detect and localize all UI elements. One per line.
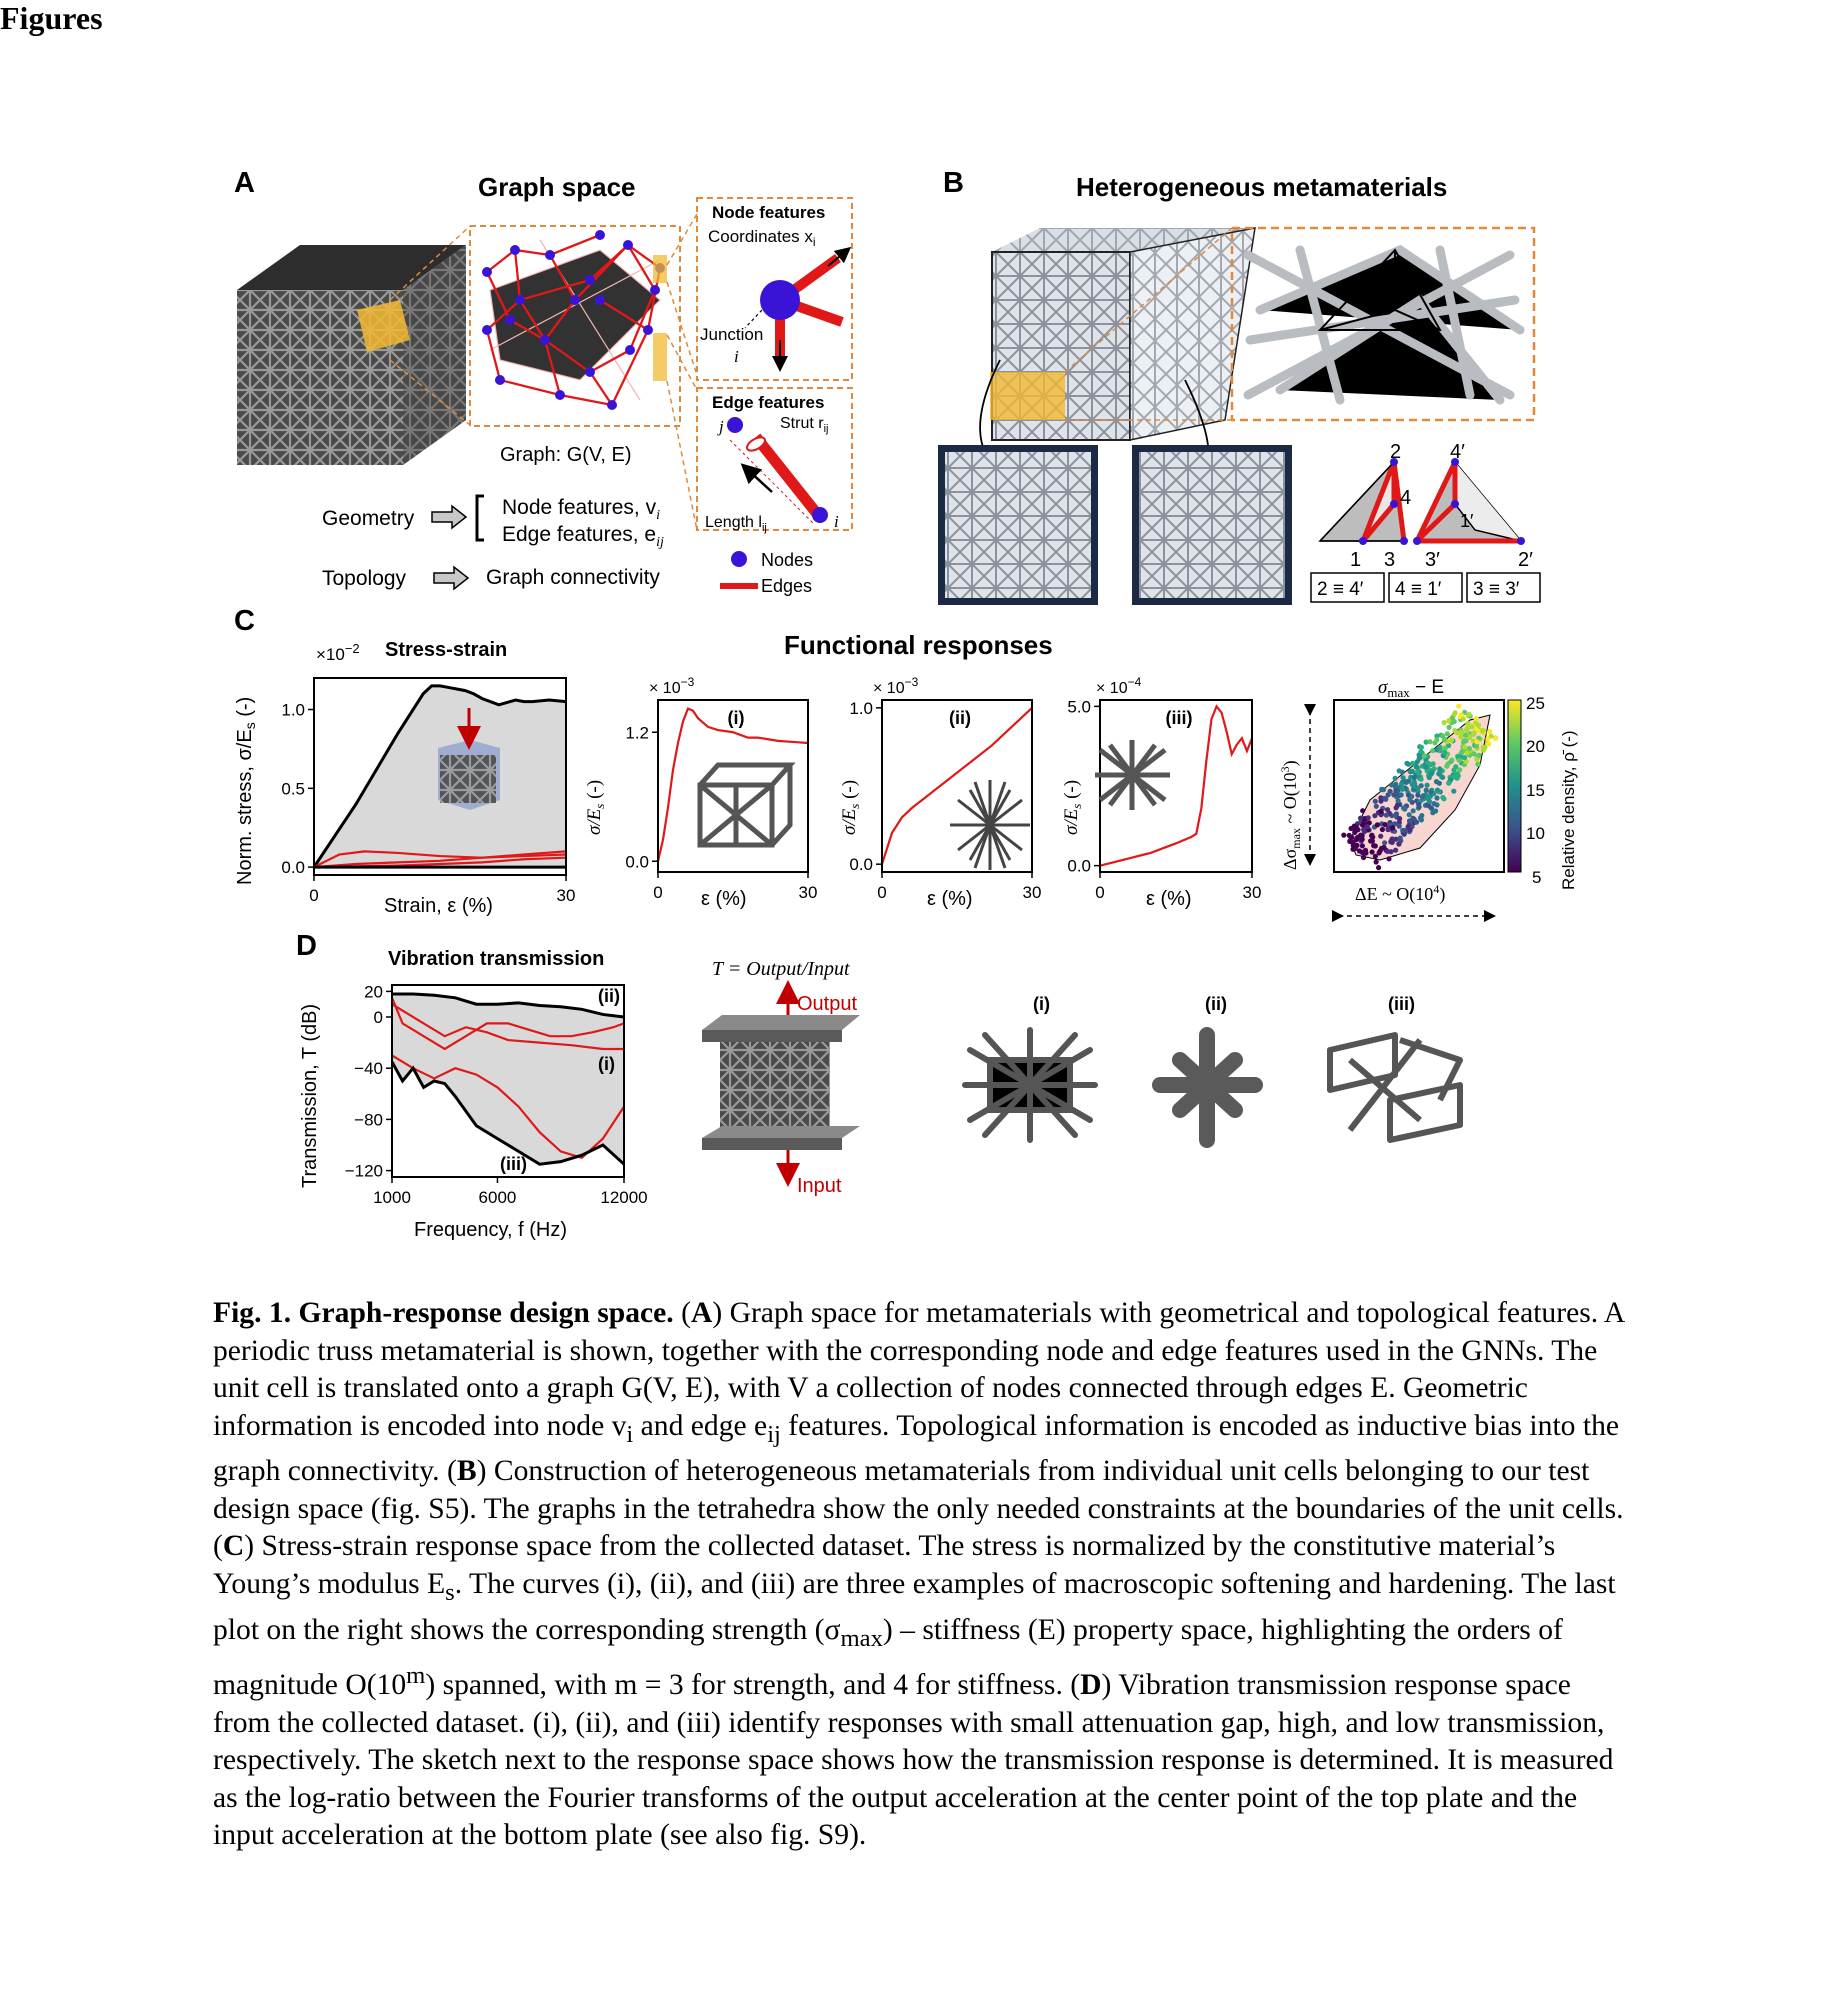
cbar-tick-20: 20 bbox=[1526, 737, 1545, 756]
vibration-chart bbox=[345, 982, 648, 1207]
scatter-point bbox=[1381, 787, 1386, 792]
scatter-point bbox=[1366, 815, 1371, 820]
scatter-point bbox=[1368, 838, 1373, 843]
scatter-point bbox=[1393, 782, 1398, 787]
scatter-point bbox=[1404, 780, 1409, 785]
scatter-point bbox=[1442, 720, 1447, 725]
scatter-point bbox=[1425, 783, 1430, 788]
x-tick-label: 30 bbox=[1242, 883, 1262, 902]
caption-text-c4: ) spanned, with m = 3 for strength, and 4 for stiffness. bbox=[425, 1668, 1063, 1701]
x-tick-label: 6000 bbox=[478, 1188, 517, 1207]
panel-b-title: Heterogeneous metamaterials bbox=[1076, 172, 1448, 202]
figure-caption: Fig. 1. Graph-response design space. (A) Graph space for metamaterials with geometrical and topological features. A periodic truss metamaterial is shown, together with the corresponding node and edge features used in the GNNs. The unit cell is translated onto a graph G(V, E), with V a collection of nodes connected through edges E. Geometric information is encoded into node $v_i$ and edge $e_{ij}$ features. Topological information is encoded as inductive bias into the graph connectivity. (B) Construction of heterogeneous metamaterials from individual unit cells belonging to our test design space (fig. S5). The graphs in the tetrahedra show the only needed constraints at the boundaries of the unit cells. (C) Stress-strain response space from the collected dataset. The stress is normalized by the constitutive material’s Young’s modulus $E_s$. The curves (i), (ii), and (iii) are three examples of macroscopic softening and hardening. The last plot on the right shows the corresponding strength $(\sigma_{max})$ – stiffness (E) property space, highlighting the orders of magnitude O(10$^m$) spanned, with m = 3 for strength, and 4 for stiffness. (D) Vibration transmission response space from the collected dataset. (i), (ii), and (iii) identify responses with small attenuation gap, high, and low transmission, respectively. The sketch next to the response space shows how the transmission response is determined. It is measured as the log-ratio between the Fourier transforms of the output acceleration at the center point of the top plate and the input acceleration at the bottom plate (see also fig. S9). bbox=[213, 1297, 1624, 1852]
scatter-point bbox=[1431, 801, 1436, 806]
scatter-point bbox=[1384, 813, 1389, 818]
sub1-ylabel: $\sigma/E_s$ (-) bbox=[584, 779, 607, 835]
scatter-point bbox=[1378, 799, 1383, 804]
subplot-title: (iii) bbox=[1165, 708, 1193, 728]
scatter-xlabel: ΔE ~ $O(10^4)$ bbox=[1355, 882, 1446, 904]
structure-i-image bbox=[965, 1030, 1095, 1140]
scatter-point bbox=[1440, 775, 1445, 780]
cbar-tick-15: 15 bbox=[1526, 781, 1545, 800]
tet-label-3p: 3′ bbox=[1425, 549, 1440, 571]
scatter-point bbox=[1410, 761, 1415, 766]
scatter-point bbox=[1369, 833, 1374, 838]
vib-label-ii: (ii) bbox=[598, 986, 620, 1006]
input-label: Input bbox=[797, 1175, 842, 1197]
panel-c-title: Functional responses bbox=[784, 630, 1053, 660]
scatter-point bbox=[1390, 836, 1395, 841]
scatter-point bbox=[1459, 712, 1464, 717]
sub3-xlabel: ε (%) bbox=[1146, 888, 1192, 910]
scatter-point bbox=[1469, 724, 1474, 729]
caption-sub3: s bbox=[445, 1578, 455, 1606]
panel-c-letter: C bbox=[234, 605, 255, 637]
scatter-point bbox=[1363, 848, 1368, 853]
cbar-tick-5: 5 bbox=[1532, 868, 1542, 887]
heterogeneous-cube-image bbox=[990, 228, 1255, 440]
y-tick-label: −40 bbox=[354, 1059, 383, 1079]
scatter-point bbox=[1362, 829, 1367, 834]
caption-title: Graph-response design space. bbox=[298, 1297, 674, 1329]
topology-arrow bbox=[434, 567, 468, 589]
scatter-point bbox=[1465, 726, 1470, 731]
y-tick-label: 1.2 bbox=[625, 723, 649, 743]
x-tick-label: 0 bbox=[877, 883, 887, 902]
topology-label: Topology bbox=[322, 567, 407, 590]
scatter-point bbox=[1402, 807, 1407, 812]
sub2-xlabel: ε (%) bbox=[927, 888, 973, 910]
scatter-title: $\sigma_{max} - E$ bbox=[1378, 677, 1445, 700]
scatter-point bbox=[1423, 764, 1428, 769]
vib-xlabel: Frequency, f (Hz) bbox=[414, 1219, 567, 1241]
scatter-point bbox=[1449, 758, 1454, 763]
caption-text-c2: . The curves (i), (ii), and (iii) are three examples of macroscopic softening and hardening. The last plot on the right shows the corresponding strength (σ bbox=[213, 1568, 1616, 1646]
scatter-point bbox=[1393, 848, 1398, 853]
node-i: i bbox=[834, 512, 839, 531]
scatter-point bbox=[1442, 750, 1447, 755]
scatter-point bbox=[1456, 704, 1461, 709]
x-tick-label: 1000 bbox=[373, 1188, 411, 1207]
edge-box-title: Edge features bbox=[712, 393, 825, 412]
scatter-point bbox=[1456, 773, 1461, 778]
scatter-point bbox=[1350, 847, 1355, 852]
sub1-scale: × $10^{-3}$ bbox=[649, 675, 695, 697]
subplot-title: (i) bbox=[727, 708, 745, 728]
edge-features-text: Edge features, $e_{ij}$ bbox=[502, 523, 664, 550]
scatter-point bbox=[1360, 808, 1365, 813]
scatter-point bbox=[1383, 822, 1388, 827]
caption-text-c3: ) – stiffness (E) property space, highlighting the orders of magnitude O(10 bbox=[213, 1613, 1563, 1701]
node-coords-label: Coordinates $x_i$ bbox=[708, 227, 816, 249]
scatter-point bbox=[1429, 806, 1434, 811]
sub2-scale: × $10^{-3}$ bbox=[873, 675, 919, 697]
y-tick-label: 0.0 bbox=[1067, 856, 1091, 876]
scatter-point bbox=[1378, 834, 1383, 839]
y-tick-label: 0 bbox=[373, 1008, 383, 1027]
panel-d-letter: D bbox=[296, 930, 317, 962]
scatter-point bbox=[1480, 728, 1485, 733]
tet-label-2p: 2′ bbox=[1518, 549, 1533, 571]
scatter-point bbox=[1486, 741, 1491, 746]
node-box-title: Node features bbox=[712, 203, 826, 222]
scatter-point bbox=[1462, 755, 1467, 760]
struct-label-iii: (iii) bbox=[1388, 994, 1415, 1014]
struct-label-i: (i) bbox=[1033, 994, 1050, 1014]
scatter-point bbox=[1358, 816, 1363, 821]
scatter-point bbox=[1401, 775, 1406, 780]
scatter-point bbox=[1487, 729, 1492, 734]
scatter-point bbox=[1380, 827, 1385, 832]
scatter-point bbox=[1399, 792, 1404, 797]
scatter-point bbox=[1422, 753, 1427, 758]
tetrahedra-constraint-diagram bbox=[1320, 458, 1525, 545]
x-tick-label: 0 bbox=[1095, 883, 1105, 902]
x-tick-label: 30 bbox=[1022, 883, 1042, 902]
scatter-point bbox=[1476, 753, 1481, 758]
y-tick-label: −80 bbox=[354, 1110, 383, 1130]
y-tick-label: 0.0 bbox=[625, 852, 649, 872]
x-tick-label: 30 bbox=[556, 886, 576, 905]
scatter-point bbox=[1397, 768, 1402, 773]
scatter-point bbox=[1406, 824, 1411, 829]
legend-edge-marker bbox=[720, 583, 758, 589]
vib-ylabel: Transmission, T (dB) bbox=[299, 1003, 321, 1188]
scatter-point bbox=[1485, 736, 1490, 741]
scatter-point bbox=[1475, 762, 1480, 767]
scatter-point bbox=[1390, 825, 1395, 830]
scatter-point bbox=[1446, 781, 1451, 786]
graph-network bbox=[482, 230, 667, 410]
scatter-point bbox=[1348, 838, 1353, 843]
x-tick-label: 30 bbox=[798, 883, 818, 902]
scatter-point bbox=[1419, 777, 1424, 782]
equiv-2: 4 ≡ 1′ bbox=[1395, 579, 1442, 600]
panel-b bbox=[938, 167, 1540, 605]
geometry-arrow bbox=[432, 506, 466, 528]
unit-cell-zoom-image bbox=[1248, 250, 1520, 400]
caption-text-c: Stress-strain response space from the collected dataset. The stress is normalized by the constitutive material’s Young’s modulus E bbox=[213, 1530, 1556, 1601]
scatter-point bbox=[1420, 795, 1425, 800]
scatter-point bbox=[1370, 849, 1375, 854]
stress-ylabel: Norm. stress, $\sigma/E_s$ (-) bbox=[234, 696, 258, 885]
legend-edges: Edges bbox=[761, 576, 813, 596]
tet-label-1p: 1′ bbox=[1460, 511, 1474, 531]
tet-label-4: 4 bbox=[1400, 487, 1412, 509]
scatter-point bbox=[1377, 850, 1382, 855]
scatter-point bbox=[1347, 833, 1352, 838]
transmission-formula: T = Output/Input bbox=[712, 958, 850, 980]
junction-i: i bbox=[734, 347, 739, 366]
scatter-point bbox=[1458, 734, 1463, 739]
structure-ii-image bbox=[1160, 1035, 1255, 1140]
edge-diagram bbox=[727, 417, 828, 523]
cbar-tick-25: 25 bbox=[1526, 694, 1545, 713]
sub3-ylabel: $\sigma/E_s$ (-) bbox=[1061, 779, 1084, 835]
tet-label-4p: 4′ bbox=[1450, 441, 1465, 463]
scatter-point bbox=[1365, 824, 1370, 829]
scatter-point bbox=[1451, 789, 1456, 794]
scatter-point bbox=[1404, 761, 1409, 766]
y-tick-label: 0.0 bbox=[281, 858, 305, 878]
scatter-point bbox=[1444, 764, 1449, 769]
graph-connectivity: Graph connectivity bbox=[486, 566, 660, 589]
legend-node-marker bbox=[731, 551, 747, 567]
scatter-point bbox=[1429, 771, 1434, 776]
scatter-ylabel: $\Delta\sigma_{max}$ ~ $O(10^3)$ bbox=[1278, 760, 1303, 870]
tet-label-3: 3 bbox=[1384, 549, 1396, 571]
scatter-point bbox=[1375, 822, 1380, 827]
scatter-point bbox=[1440, 795, 1445, 800]
caption-sup: m bbox=[406, 1662, 426, 1690]
y-tick-label: 0.0 bbox=[849, 855, 873, 875]
caption-text-d: Vibration transmission response space from the collected dataset. (i), (ii), and (iii) identify responses with small attenuation gap, high, and low transmission, respectively. The sketch next to the response space shows how the transmission response is determined. It is measured as the log-ratio between the Fourier transforms of the output acceleration at the center point of the top plate and the input acceleration at the bottom plate (see also fig. S9). bbox=[213, 1668, 1614, 1852]
panel-b-letter: B bbox=[943, 167, 964, 199]
cbar-tick-10: 10 bbox=[1526, 824, 1545, 843]
stress-sci-label: $\times 10^{-2}$ bbox=[316, 641, 360, 664]
scatter-point bbox=[1412, 781, 1417, 786]
caption-text-b: Construction of heterogeneous metamaterials from individual unit cells belonging to our test design space (fig. S5). The graphs in the tetrahedra show the only needed constraints at the boundaries of the unit cells. bbox=[213, 1455, 1624, 1525]
caption-ref-a: A bbox=[690, 1297, 713, 1329]
scatter-point bbox=[1393, 776, 1398, 781]
junction-node-diagram bbox=[745, 252, 845, 364]
scatter-point bbox=[1415, 793, 1420, 798]
caption-text-a2: and edge e bbox=[633, 1409, 768, 1442]
scatter-point bbox=[1379, 846, 1384, 851]
scatter-point bbox=[1462, 738, 1467, 743]
scatter-point bbox=[1419, 745, 1424, 750]
caption-sub: i bbox=[626, 1420, 634, 1448]
length-label: Length $l_{ij}$ bbox=[705, 514, 767, 534]
scatter-point bbox=[1386, 827, 1391, 832]
caption-fig-num: Fig. 1. bbox=[213, 1297, 292, 1329]
scatter-point bbox=[1476, 723, 1481, 728]
scatter-point bbox=[1386, 792, 1391, 797]
scatter-point bbox=[1400, 787, 1405, 792]
scatter-point bbox=[1424, 788, 1429, 793]
vib-title: Vibration transmission bbox=[388, 948, 605, 970]
scatter-point bbox=[1341, 833, 1346, 838]
scatter-point bbox=[1396, 841, 1401, 846]
scatter-point bbox=[1376, 865, 1381, 870]
scatter-point bbox=[1360, 843, 1365, 848]
scatter-point bbox=[1445, 731, 1450, 736]
panel-a-letter: A bbox=[234, 167, 255, 199]
stress-title: Stress-strain bbox=[385, 639, 508, 661]
panel-d bbox=[296, 930, 1460, 1241]
panel-c bbox=[234, 605, 1578, 917]
y-tick-label: −120 bbox=[344, 1161, 383, 1181]
scatter-point bbox=[1415, 769, 1420, 774]
colorbar bbox=[1508, 700, 1521, 872]
y-tick-label: 1.0 bbox=[849, 698, 873, 718]
scatter-point bbox=[1437, 781, 1442, 786]
scatter-point bbox=[1374, 804, 1379, 809]
scatter-point bbox=[1449, 738, 1454, 743]
vib-label-iii: (iii) bbox=[500, 1154, 527, 1174]
scatter-point bbox=[1438, 748, 1443, 753]
x-tick-label: 0 bbox=[653, 883, 663, 902]
scatter-point bbox=[1453, 764, 1458, 769]
scatter-point bbox=[1493, 736, 1498, 741]
scatter-point bbox=[1431, 761, 1436, 766]
structure-iii-image bbox=[1330, 1035, 1460, 1140]
junction-label: Junction bbox=[700, 325, 764, 344]
scatter-point bbox=[1452, 728, 1457, 733]
tet-label-1: 1 bbox=[1350, 549, 1362, 571]
scatter-point bbox=[1410, 769, 1415, 774]
scatter-point bbox=[1349, 826, 1354, 831]
scatter-point bbox=[1418, 815, 1423, 820]
caption-sub4: max bbox=[840, 1624, 883, 1652]
scatter-point bbox=[1427, 739, 1432, 744]
scatter-point bbox=[1412, 775, 1417, 780]
caption-ref-c: C bbox=[222, 1530, 245, 1563]
page-heading: Figures bbox=[0, 0, 103, 36]
scatter-point bbox=[1467, 712, 1472, 717]
scatter-point bbox=[1452, 719, 1457, 724]
equiv-3: 3 ≡ 3′ bbox=[1473, 579, 1520, 600]
scatter-point bbox=[1427, 799, 1432, 804]
panel-a-title: Graph space bbox=[478, 172, 636, 202]
scatter-point bbox=[1352, 830, 1357, 835]
scatter-point bbox=[1472, 730, 1477, 735]
x-tick-label: 0 bbox=[309, 886, 319, 905]
caption-ref-b: B bbox=[456, 1455, 477, 1488]
node-features-text: Node features, $v_i$ bbox=[502, 496, 660, 523]
scatter-point bbox=[1442, 737, 1447, 742]
scatter-point bbox=[1446, 718, 1451, 723]
scatter-point bbox=[1471, 751, 1476, 756]
output-label: Output bbox=[797, 993, 858, 1015]
panel-a bbox=[234, 167, 852, 596]
scatter-point bbox=[1457, 758, 1462, 763]
y-tick-label: 1.0 bbox=[281, 700, 305, 720]
scatter-point bbox=[1434, 737, 1439, 742]
node-j: j bbox=[719, 417, 724, 436]
transmission-sketch bbox=[702, 992, 860, 1175]
scatter-point bbox=[1396, 798, 1401, 803]
colorbar-ticks bbox=[1526, 694, 1545, 887]
scatter-point bbox=[1393, 788, 1398, 793]
scatter-point bbox=[1373, 799, 1378, 804]
struct-label-ii: (ii) bbox=[1205, 994, 1227, 1014]
stress-xlabel: Strain, ε (%) bbox=[384, 895, 493, 917]
scatter-point bbox=[1481, 745, 1486, 750]
y-tick-label: 5.0 bbox=[1067, 697, 1091, 717]
sub1-xlabel: ε (%) bbox=[701, 888, 747, 910]
subplot-title: (ii) bbox=[949, 708, 971, 728]
caption-text-a3: features. Topological information is encoded as inductive bias into the graph connectivity. bbox=[213, 1409, 1620, 1488]
scatter-point bbox=[1388, 849, 1393, 854]
scatter-point bbox=[1426, 794, 1431, 799]
scatter-point bbox=[1474, 739, 1479, 744]
vib-label-i: (i) bbox=[598, 1054, 615, 1074]
response-ii-chart bbox=[849, 699, 1041, 902]
scatter-point bbox=[1397, 824, 1402, 829]
sub3-scale: × $10^{-4}$ bbox=[1096, 675, 1142, 697]
geometry-label: Geometry bbox=[322, 507, 415, 530]
scatter-point bbox=[1411, 808, 1416, 813]
caption-sub2: ij bbox=[767, 1420, 781, 1448]
scatter-point bbox=[1374, 859, 1379, 864]
scatter-point bbox=[1459, 730, 1464, 735]
scatter-point bbox=[1386, 856, 1391, 861]
scatter-point bbox=[1474, 716, 1479, 721]
scatter-point bbox=[1434, 795, 1439, 800]
strut-label: Strut $r_{ij}$ bbox=[780, 415, 829, 435]
colorbar-label: Relative density, ρ̄ (-) bbox=[1559, 730, 1578, 890]
sub2-ylabel: $\sigma/E_s$ (-) bbox=[839, 779, 862, 835]
scatter-point bbox=[1399, 781, 1404, 786]
tet-label-2: 2 bbox=[1390, 441, 1402, 463]
scatter-point bbox=[1416, 802, 1421, 807]
x-tick-label: 12000 bbox=[600, 1188, 648, 1207]
scatter-point bbox=[1410, 816, 1415, 821]
scatter-point bbox=[1360, 837, 1365, 842]
scatter-point bbox=[1452, 711, 1457, 716]
scatter-point bbox=[1437, 771, 1442, 776]
stress-strain-chart bbox=[281, 678, 575, 905]
y-tick-label: 20 bbox=[364, 982, 383, 1002]
scatter-point bbox=[1378, 809, 1383, 814]
caption-text-a: Graph space for metamaterials with geometrical and topological features. A periodic truss metamaterial is shown, together with the corresponding node and edge features used in the GNNs. The unit cell is translated onto a graph G(V, E), with V a collection of nodes connected through edges E. Geometric information is encoded into node v bbox=[213, 1297, 1624, 1442]
scatter-point bbox=[1397, 816, 1402, 821]
scatter-point bbox=[1361, 855, 1366, 860]
equiv-1: 2 ≡ 4′ bbox=[1317, 579, 1364, 600]
legend-nodes: Nodes bbox=[761, 550, 814, 570]
scatter-point bbox=[1462, 744, 1467, 749]
caption-ref-d: D bbox=[1080, 1668, 1102, 1701]
scatter-point bbox=[1437, 766, 1442, 771]
scatter-point bbox=[1467, 746, 1472, 751]
y-tick-label: 0.5 bbox=[281, 779, 305, 799]
scatter-point bbox=[1447, 725, 1452, 730]
lattice-cube-image bbox=[237, 245, 466, 465]
graph-label: Graph: G(V, E) bbox=[500, 444, 632, 466]
scatter-point bbox=[1428, 790, 1433, 795]
scatter-point bbox=[1406, 793, 1411, 798]
scatter-point bbox=[1382, 840, 1387, 845]
bracket bbox=[477, 496, 484, 540]
scatter-point bbox=[1371, 843, 1376, 848]
